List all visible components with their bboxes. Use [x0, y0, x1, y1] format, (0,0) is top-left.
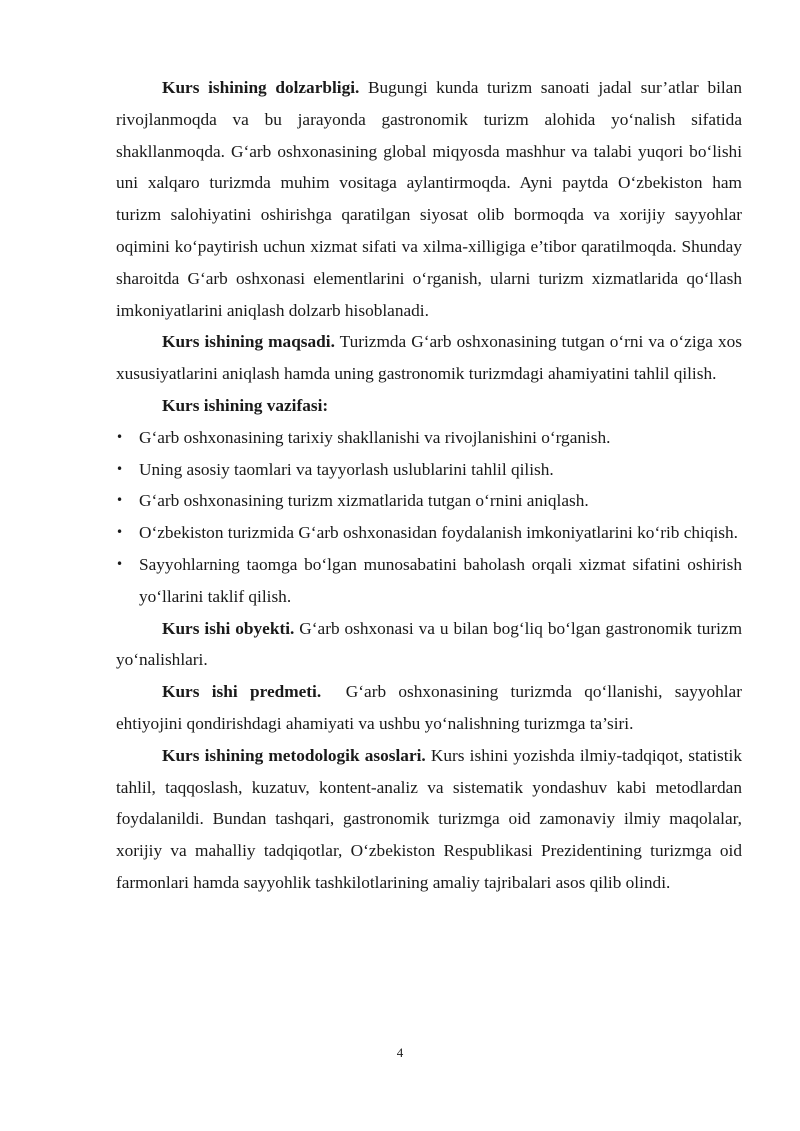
- paragraph-heading: Kurs ishining maqsadi.: [162, 332, 335, 352]
- paragraph-text: Kurs ishini yozishda ilmiy-tadqiqot, statistik tahlil, taqqoslash, kuzatuv, kontent-analiz va sistematik yondashuv kabi metodlardan foydalanildi. Bundan tashqari, gastronomik turizmga oid zamonaviy ilmiy maqolalar, xorijiy va mahalliy tadqiqotlar, O‘zbekiston Respublikasi Prezidentining turizmga oid farmonlari hamda sayyohlik tashkilotlarining amaliy tajribalari asos qilib olindi.: [116, 745, 742, 892]
- paragraph-heading: Kurs ishining dolzarbligi.: [162, 78, 360, 97]
- list-item-text: Sayyohlarning taomga bo‘lgan munosabatini baholash orqali xizmat sifatini oshirish yo‘llarini taklif qilish.: [139, 554, 742, 606]
- paragraph-text: Bugungi kunda turizm sanoati jadal sur’atlar bilan rivojlanmoqda va bu jarayonda gastronomik turizm alohida yo‘nalish sifatida shakllanmoqda. G‘arb oshxonasining global miqyosda mashhur va talabi yuqori bo‘lishi uni xalqaro turizmda muhim vositaga aylantirmoqda. Ayni paytda O‘zbekiston ham turizm salohiyatini oshirishga qaratilgan siyosat olib bormoqda va xorijiy sayyohlar oqimini ko‘paytirish uchun xizmat sifati va xilma-xilligiga e’tibor qaratilmoqda. Shunday sharoitda G‘arb oshxonasi elementlarini o‘rganish, ularni turizm xizmatlarida qo‘llash imkoniyatlarini aniqlash dolzarb hisoblanadi.: [116, 78, 742, 320]
- list-item: [116, 549, 742, 613]
- paragraph-heading: Kurs ishining metodologik asoslari.: [162, 745, 426, 765]
- list-item: [116, 454, 742, 486]
- page-number: 4: [396, 1045, 404, 1060]
- list-item-text: G‘arb oshxonasining tarixiy shakllanishi va rivojlanishini o‘rganish.: [139, 427, 611, 447]
- paragraph-maqsad: [116, 326, 742, 390]
- bullet-icon: •: [116, 556, 124, 571]
- paragraph-predmet: [116, 676, 747, 740]
- bullet-icon: •: [116, 525, 124, 540]
- bullet-icon: •: [116, 461, 124, 476]
- paragraph-dolzarblik: [116, 72, 742, 326]
- tasks-heading: Kurs ishining vazifasi:: [162, 395, 329, 415]
- tasks-list: [116, 422, 742, 613]
- paragraph-heading: Kurs ishi obyekti.: [162, 618, 295, 638]
- paragraph-text: G‘arb oshxonasining turizmda qo‘llanishi, sayyohlar ehtiyojini qondirishdagi ahamiyati va ushbu yo‘nalishning turizmga ta’siri.: [116, 682, 747, 733]
- list-item-text: O‘zbekiston turizmida G‘arb oshxonasidan foydalanish imkoniyatlarini ko‘rib chiqish.: [139, 523, 738, 543]
- bullet-icon: •: [116, 493, 124, 508]
- list-item-text: Uning asosiy taomlari va tayyorlash uslublarini tahlil qilish.: [139, 459, 554, 479]
- list-item: [116, 517, 742, 549]
- list-item-text: G‘arb oshxonasining turizm xizmatlarida tutgan o‘rnini aniqlash.: [139, 491, 589, 511]
- paragraph-heading: Kurs ishi predmeti.: [162, 682, 322, 702]
- document-page: [116, 72, 747, 899]
- list-item: [116, 485, 742, 517]
- paragraph-text: Turizmda G‘arb oshxonasining tutgan o‘rni va o‘ziga xos xususiyatlarini aniqlash hamda uning gastronomik turizmdagi ahamiyatini tahlil qilish.: [116, 332, 743, 384]
- paragraph-obyekt: [116, 613, 742, 677]
- paragraph-text: G‘arb oshxonasi va u bilan bog‘liq bo‘lgan gastronomik turizm yo‘nalishlari.: [116, 618, 743, 670]
- paragraph-metodologik: [116, 740, 742, 899]
- list-item: [116, 422, 742, 454]
- bullet-icon: •: [116, 429, 124, 444]
